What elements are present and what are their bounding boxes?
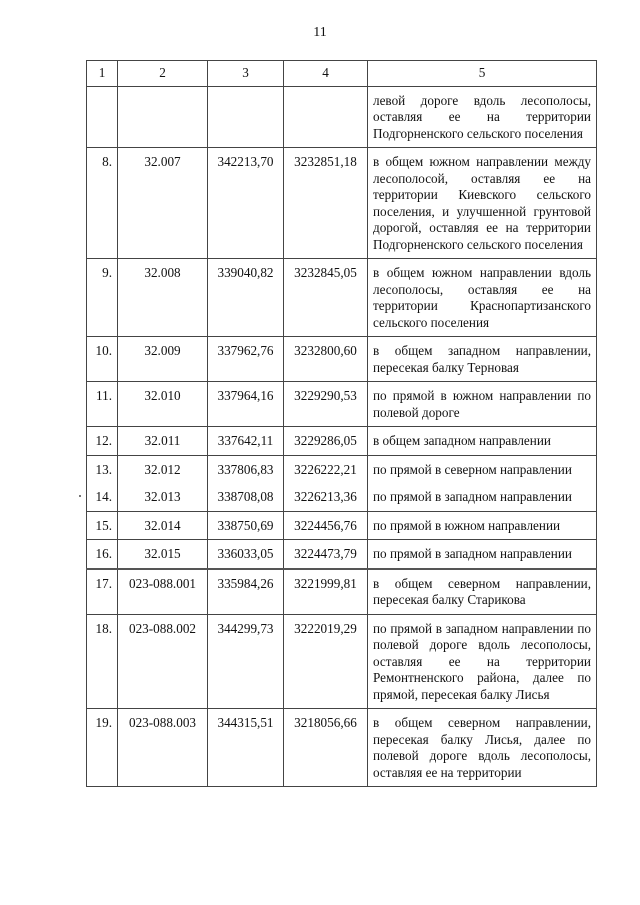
boundary-description: в общем южном направлении между лесополосой, оставляя ее на территории Киевского сельского поселения, и улучшенной грунтовой дорогой, оставляя ее на территории Подгорненского сельского поселения xyxy=(368,148,597,259)
coord-x: 337642,11 xyxy=(208,427,284,456)
coord-y: 3229286,05 xyxy=(284,427,368,456)
point-code: 023-088.002 xyxy=(118,614,208,709)
point-code: 32.010 xyxy=(118,382,208,427)
boundary-description: в общем южном направлении вдоль лесополосы, оставляя ее на территории Краснопартизанского сельского поселения xyxy=(368,259,597,337)
point-code: 32.007 xyxy=(118,148,208,259)
point-code: 023-088.003 xyxy=(118,709,208,787)
boundary-description: по прямой в южном направлении xyxy=(368,511,597,540)
header-col-2: 2 xyxy=(118,61,208,87)
boundary-description: по прямой в западном направлении по полевой дороге вдоль лесополосы, оставляя ее на территории Ремонтненского района, далее по прямой, пересекая балку Лисья xyxy=(368,614,597,709)
table-row xyxy=(87,540,597,569)
row-number: 14. xyxy=(87,483,118,511)
coord-x: 344299,73 xyxy=(208,614,284,709)
boundary-table xyxy=(86,60,597,787)
coord-y: 3232851,18 xyxy=(284,148,368,259)
coord-y: 3222019,29 xyxy=(284,614,368,709)
boundary-description: в общем северном направлении, пересекая балку Старикова xyxy=(368,569,597,615)
row-number: 10. xyxy=(87,337,118,382)
table-row xyxy=(87,483,597,511)
table-row xyxy=(87,148,597,259)
coord-x: 335984,26 xyxy=(208,569,284,615)
boundary-description: по прямой в западном направлении xyxy=(368,540,597,569)
coord-y: 3221999,81 xyxy=(284,569,368,615)
page-number: 11 xyxy=(313,25,327,40)
coord-y xyxy=(284,86,368,148)
coord-y: 3224473,79 xyxy=(284,540,368,569)
coord-y: 3226222,21 xyxy=(284,455,368,483)
boundary-description: левой дороге вдоль лесополосы, оставляя ее на территории Подгорненского сельского поселения xyxy=(368,86,597,148)
table-row xyxy=(87,427,597,456)
coord-x: 337806,83 xyxy=(208,455,284,483)
row-number: 8. xyxy=(87,148,118,259)
boundary-description: по прямой в западном направлении xyxy=(368,483,597,511)
header-col-3: 3 xyxy=(208,61,284,87)
boundary-description: в общем западном направлении, пересекая балку Терновая xyxy=(368,337,597,382)
table-header-row xyxy=(87,61,597,87)
point-code: 32.013 xyxy=(118,483,208,511)
scan-mark xyxy=(79,495,81,497)
header-col-5: 5 xyxy=(368,61,597,87)
point-code: 32.008 xyxy=(118,259,208,337)
boundary-description: по прямой в южном направлении по полевой дороге xyxy=(368,382,597,427)
table-row xyxy=(87,614,597,709)
coord-x: 338750,69 xyxy=(208,511,284,540)
coord-y: 3232845,05 xyxy=(284,259,368,337)
coord-x xyxy=(208,86,284,148)
row-number: 12. xyxy=(87,427,118,456)
point-code: 32.011 xyxy=(118,427,208,456)
row-number: 11. xyxy=(87,382,118,427)
table-row xyxy=(87,709,597,787)
coord-y: 3226213,36 xyxy=(284,483,368,511)
coord-x: 342213,70 xyxy=(208,148,284,259)
coord-y: 3218056,66 xyxy=(284,709,368,787)
coord-x: 344315,51 xyxy=(208,709,284,787)
point-code xyxy=(118,86,208,148)
row-number: 13. xyxy=(87,455,118,483)
coord-y: 3232800,60 xyxy=(284,337,368,382)
table-row xyxy=(87,455,597,483)
point-code: 32.014 xyxy=(118,511,208,540)
boundary-description: в общем западном направлении xyxy=(368,427,597,456)
table-row xyxy=(87,259,597,337)
boundary-description: в общем северном направлении, пересекая балку Лисья, далее по полевой дороге вдоль лесополосы, оставляя ее на территории xyxy=(368,709,597,787)
point-code: 32.009 xyxy=(118,337,208,382)
point-code: 32.015 xyxy=(118,540,208,569)
row-number: 17. xyxy=(87,569,118,615)
row-number: 19. xyxy=(87,709,118,787)
row-number: 18. xyxy=(87,614,118,709)
point-code: 32.012 xyxy=(118,455,208,483)
row-number: 15. xyxy=(87,511,118,540)
boundary-description: по прямой в северном направлении xyxy=(368,455,597,483)
coord-y: 3224456,76 xyxy=(284,511,368,540)
table-row xyxy=(87,569,597,615)
table-row xyxy=(87,382,597,427)
row-number xyxy=(87,86,118,148)
point-code: 023-088.001 xyxy=(118,569,208,615)
coord-x: 337962,76 xyxy=(208,337,284,382)
header-col-4: 4 xyxy=(284,61,368,87)
coord-x: 338708,08 xyxy=(208,483,284,511)
coord-x: 339040,82 xyxy=(208,259,284,337)
table-row xyxy=(87,337,597,382)
header-col-1: 1 xyxy=(87,61,118,87)
coord-y: 3229290,53 xyxy=(284,382,368,427)
row-number: 16. xyxy=(87,540,118,569)
table-row xyxy=(87,86,597,148)
coord-x: 336033,05 xyxy=(208,540,284,569)
table-row xyxy=(87,511,597,540)
coord-x: 337964,16 xyxy=(208,382,284,427)
row-number: 9. xyxy=(87,259,118,337)
